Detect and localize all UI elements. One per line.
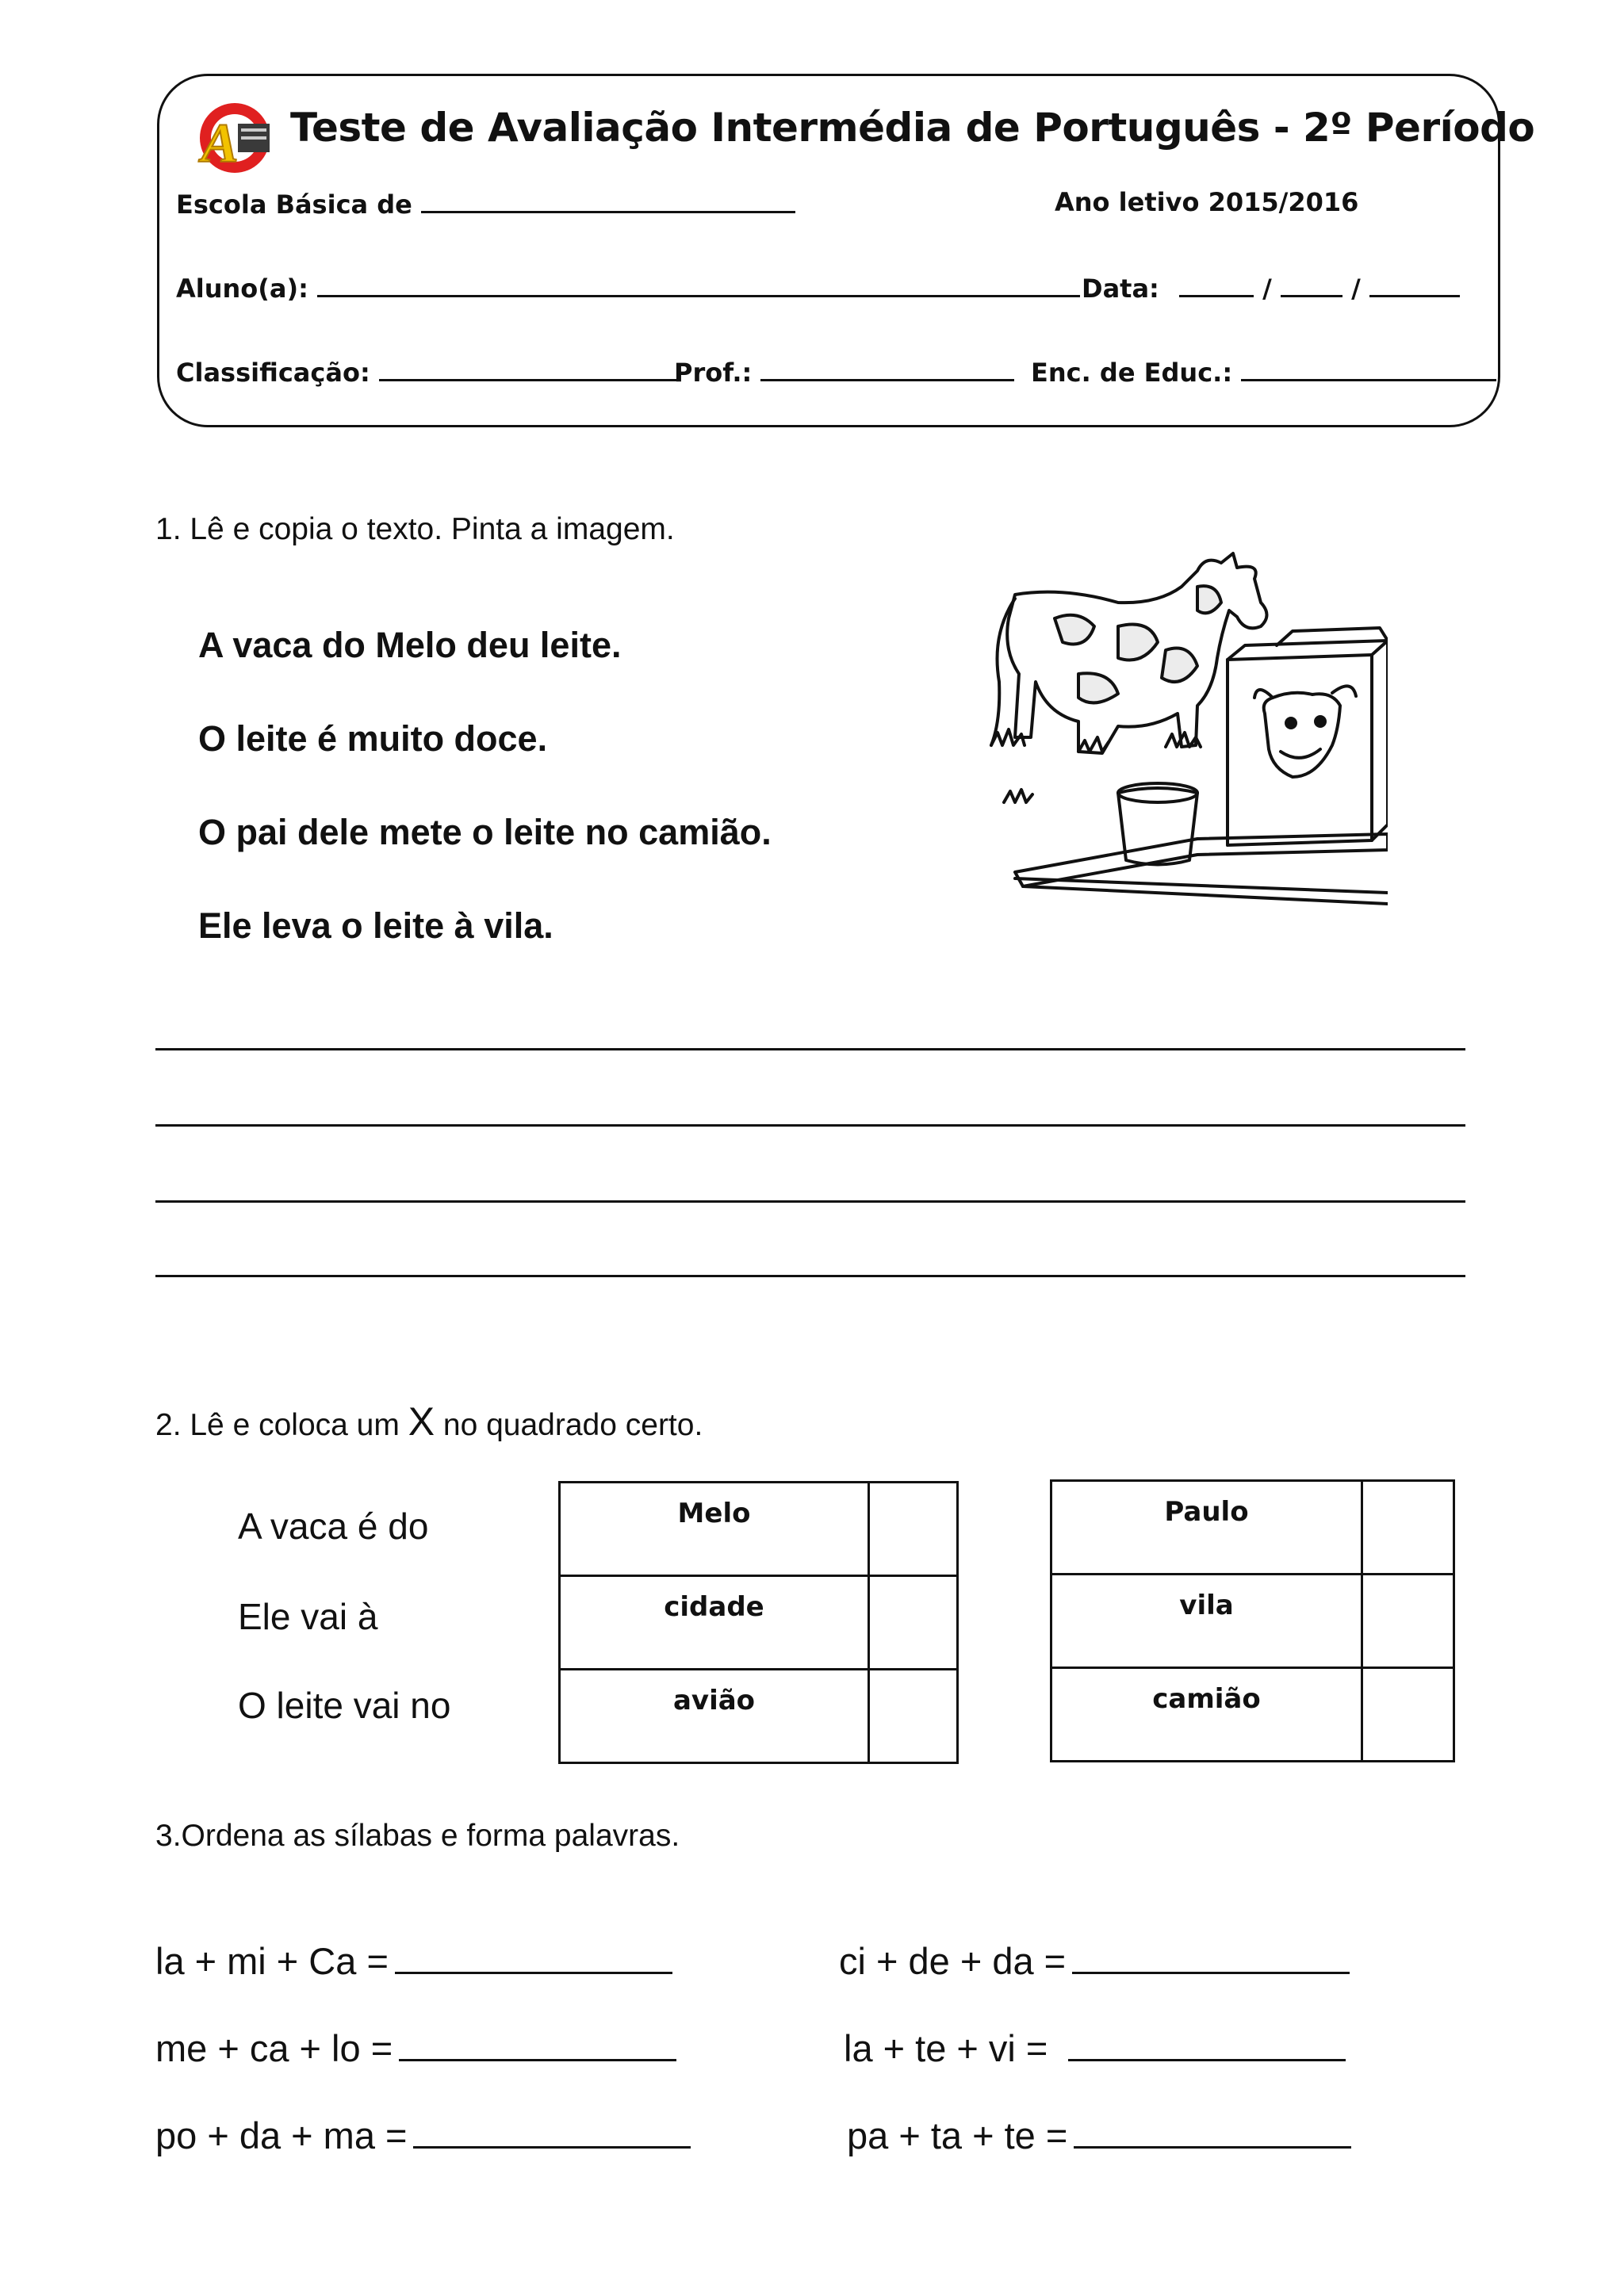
syllable-item: po + da + ma = [155,2114,691,2157]
option-melo: Melo [560,1483,869,1576]
answer-blank[interactable] [1068,2030,1346,2061]
answer-blank[interactable] [399,2030,676,2061]
date-sep: / [1262,274,1272,304]
student-label: Aluno(a): [176,274,308,304]
school-blank[interactable] [421,187,795,213]
grade-label: Classificação: [176,358,370,388]
q2-sentence-2: Ele vai à [238,1596,378,1637]
date-field [1082,271,1460,304]
answer-blank[interactable] [1072,1943,1350,1974]
writing-line-4[interactable] [155,1275,1465,1277]
syllable-item: la + mi + Ca = [155,1939,672,1983]
date-year-blank[interactable] [1369,271,1460,297]
option-cidade: cidade [560,1576,869,1670]
option-vila: vila [1051,1575,1362,1668]
teacher-blank[interactable] [760,355,1014,381]
checkbox[interactable] [869,1670,958,1763]
page-title: Teste de Avaliação Intermédia de Português - 2º Período [290,105,1535,151]
answer-blank[interactable] [413,2118,691,2149]
date-label: Data: [1082,274,1159,304]
date-day-blank[interactable] [1179,271,1254,297]
writing-line-1[interactable] [155,1048,1465,1050]
student-field [176,271,1080,304]
syllable-item: pa + ta + te = [847,2114,1351,2157]
answer-blank[interactable] [395,1943,672,1974]
checkbox[interactable] [869,1483,958,1576]
syllable-item: me + ca + lo = [155,2026,676,2070]
cow-milk-illustration [959,539,1388,912]
date-month-blank[interactable] [1281,271,1342,297]
checkbox[interactable] [869,1576,958,1670]
option-paulo: Paulo [1051,1481,1362,1575]
checkbox[interactable] [1362,1575,1454,1668]
school-year: Ano letivo 2015/2016 [1055,187,1359,217]
date-sep: / [1351,274,1361,304]
teacher-field [674,355,1014,388]
story-line-3: O pai dele mete o leite no camião. [198,812,772,852]
logo-letter: A [201,113,239,174]
teacher-label: Prof.: [674,358,753,388]
option-camiao: camião [1051,1668,1362,1762]
q2-instruction: 2. Lê e coloca um X no quadrado certo. [155,1399,703,1444]
student-blank[interactable] [317,271,1080,297]
guardian-field [1031,355,1496,388]
school-logo [197,100,273,176]
q2-sentence-1: A vaca é do [238,1506,429,1547]
school-label: Escola Básica de [176,189,412,220]
q2-right-table [1050,1479,1455,1762]
grade-field [176,355,679,388]
q2-sentence-3: O leite vai no [238,1685,451,1726]
story-line-2: O leite é muito doce. [198,718,548,759]
story-line-4: Ele leva o leite à vila. [198,905,553,946]
story-line-1: A vaca do Melo deu leite. [198,625,622,665]
checkbox[interactable] [1362,1481,1454,1575]
option-aviao: avião [560,1670,869,1763]
school-field [176,187,795,220]
q3-instruction: 3.Ordena as sílabas e forma palavras. [155,1819,680,1853]
q1-instruction: 1. Lê e copia o texto. Pinta a imagem. [155,512,675,546]
answer-blank[interactable] [1074,2118,1351,2149]
x-mark: X [408,1399,435,1444]
checkbox[interactable] [1362,1668,1454,1762]
guardian-blank[interactable] [1241,355,1496,381]
syllable-item: la + te + vi = [844,2026,1346,2070]
writing-line-2[interactable] [155,1124,1465,1127]
syllable-item: ci + de + da = [839,1939,1350,1983]
guardian-label: Enc. de Educ.: [1031,358,1233,388]
grade-blank[interactable] [379,355,679,381]
writing-line-3[interactable] [155,1200,1465,1203]
q2-left-table [558,1481,959,1764]
